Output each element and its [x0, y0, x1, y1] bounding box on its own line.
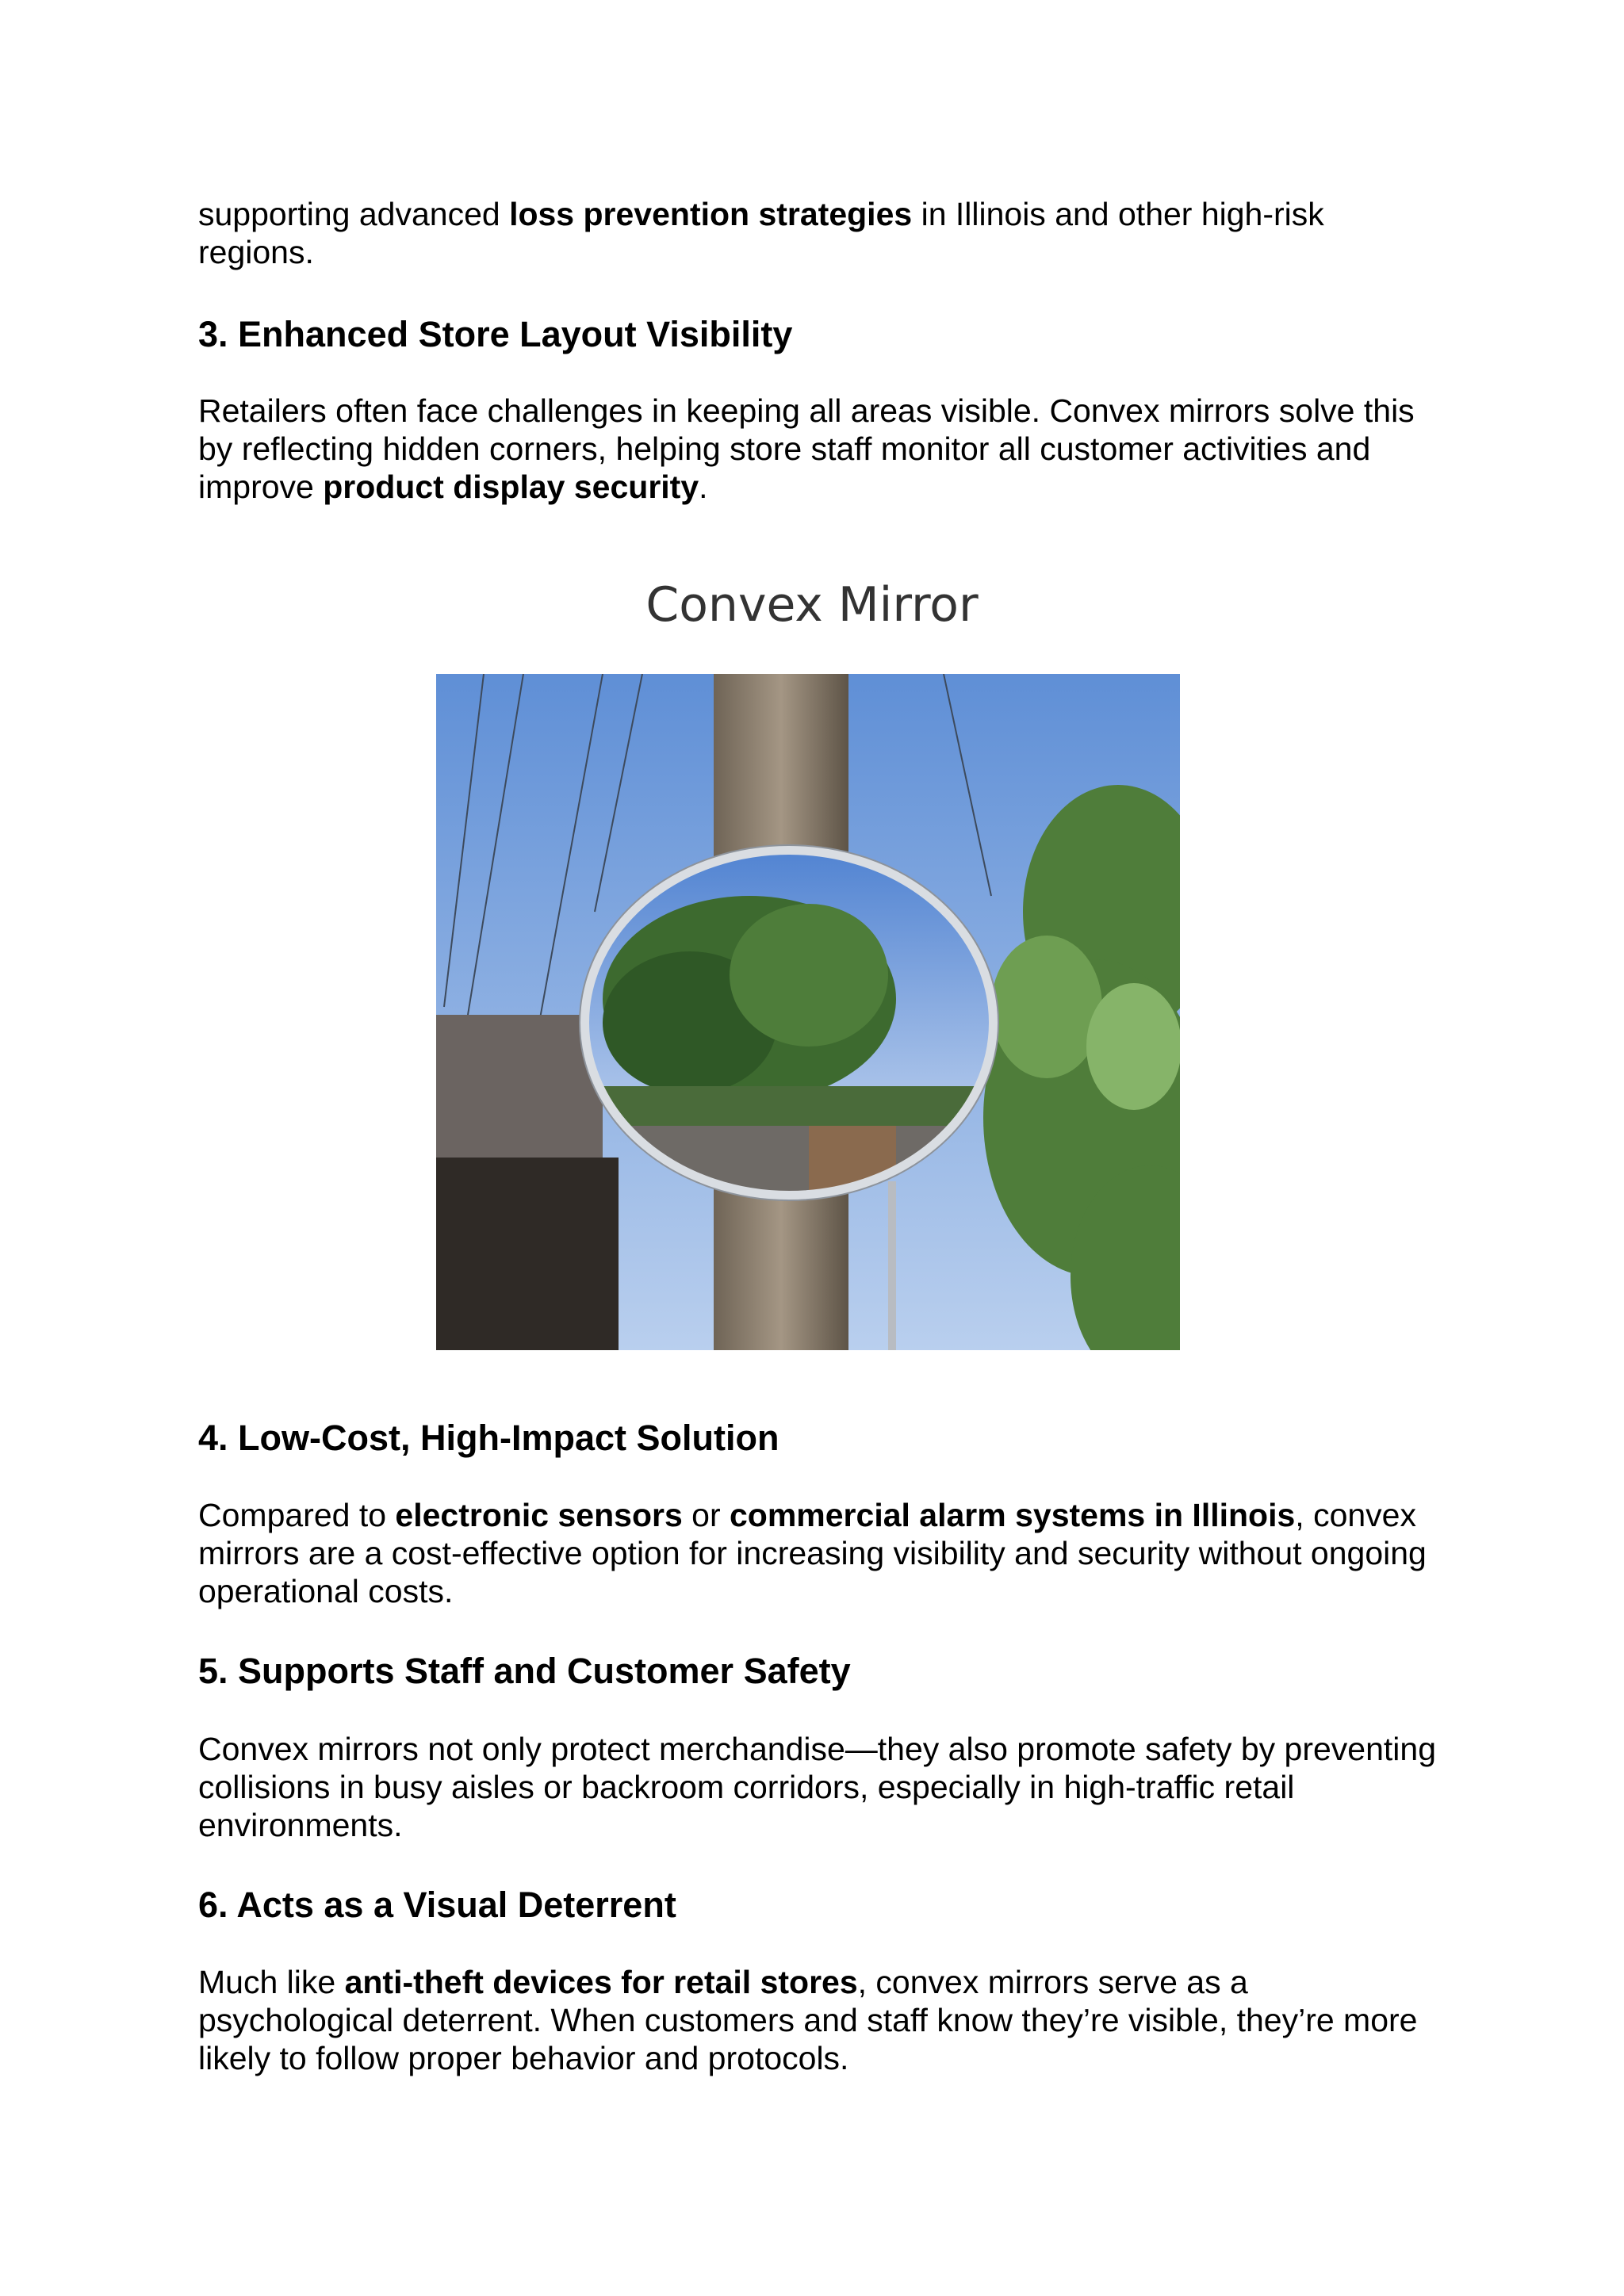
section-4-heading: 4. Low-Cost, High-Impact Solution [198, 1418, 779, 1458]
intro-text-bold: loss prevention strategies [509, 196, 913, 232]
section-6-heading: 6. Acts as a Visual Deterrent [198, 1885, 676, 1925]
section-3-text-post: . [699, 469, 708, 505]
section-3-text-pre: Retailers often face challenges in keeping all areas visible. Convex mirrors solve this by reflecting hidden corners, helping store staff monitor all customer activities and improve [198, 392, 1415, 505]
section-4-text-mid: or [682, 1497, 730, 1533]
section-6-paragraph [198, 1963, 1443, 2077]
intro-paragraph [198, 195, 1443, 271]
convex-mirror-photo [436, 674, 1180, 1350]
section-6-text-post: , convex mirrors serve as a psychological deterrent. When customers and staff know they’re visible, they’re more likely to follow proper behavior and protocols. [198, 1964, 1418, 2076]
section-4-text-pre: Compared to [198, 1497, 396, 1533]
convex-mirror-illustration [436, 674, 1180, 1350]
section-5-heading: 5. Supports Staff and Customer Safety [198, 1651, 851, 1691]
section-3-paragraph [198, 392, 1443, 506]
intro-text-post: in Illinois and other high-risk regions. [198, 196, 1324, 270]
figure-title: Convex Mirror [645, 577, 979, 633]
section-4-text-bold-2: commercial alarm systems in Illinois [730, 1497, 1296, 1533]
intro-text-pre: supporting advanced [198, 196, 510, 232]
mirror-rod [888, 1181, 896, 1350]
dark-doorway [436, 1158, 619, 1350]
section-4-paragraph [198, 1496, 1443, 1610]
section-3-heading: 3. Enhanced Store Layout Visibility [198, 314, 793, 354]
section-6-text-pre: Much like [198, 1964, 345, 2000]
section-5-paragraph: Convex mirrors not only protect merchandise—they also promote safety by preventing collisions in busy aisles or backroom corridors, especially in high-traffic retail environments. [198, 1731, 1437, 1843]
section-4-text-post: , convex mirrors are a cost-effective option for increasing visibility and security without ongoing operational costs. [198, 1497, 1427, 1609]
section-3-text-bold: product display security [323, 469, 699, 505]
section-4-text-bold-1: electronic sensors [395, 1497, 683, 1533]
section-6-text-bold: anti-theft devices for retail stores [344, 1964, 858, 2000]
